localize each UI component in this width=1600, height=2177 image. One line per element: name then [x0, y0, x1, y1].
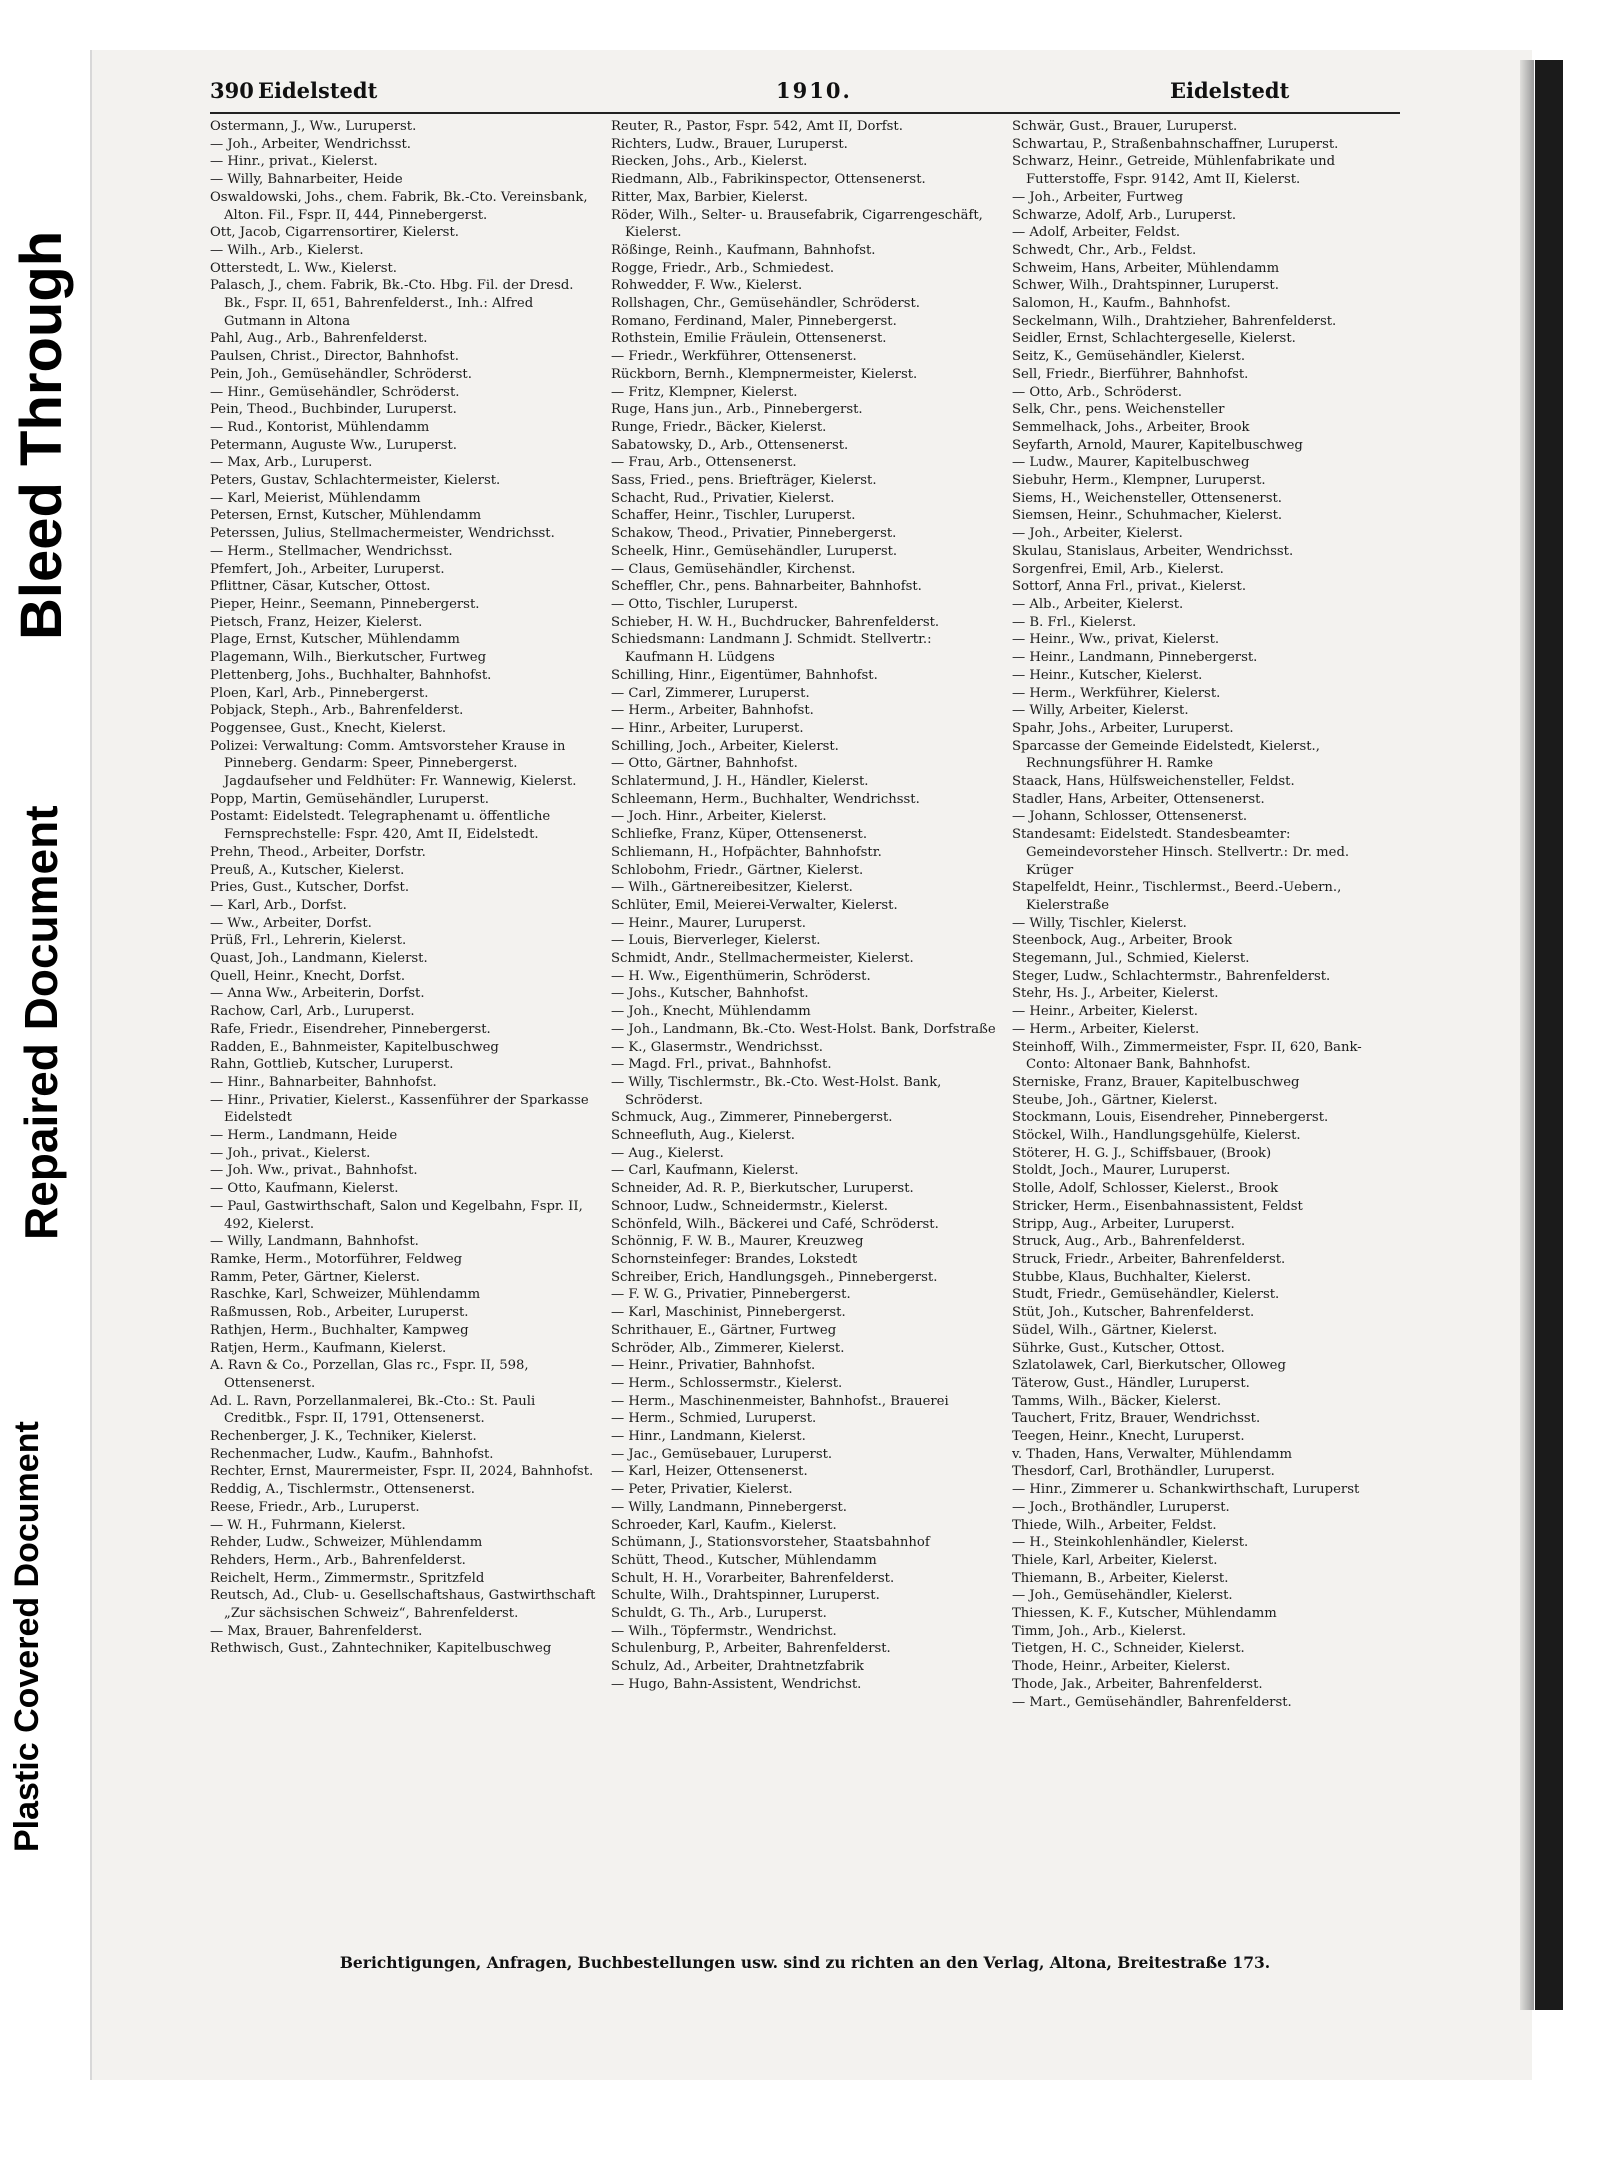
directory-entry: Stüt, Joh., Kutscher, Bahrenfelderst. — [1012, 1305, 1255, 1321]
directory-entry: — Heinr., Arbeiter, Kielerst. — [1012, 1004, 1198, 1020]
directory-entry: Salomon, H., Kaufm., Bahnhofst. — [1012, 296, 1231, 312]
directory-entry: Schönfeld, Wilh., Bäckerei und Café, Schröderst. — [611, 1216, 939, 1232]
directory-entry: — Herm., Werkführer, Kielerst. — [1012, 685, 1221, 701]
directory-entry: — W. H., Fuhrmann, Kielerst. — [210, 1517, 406, 1533]
directory-entry: Rogge, Friedr., Arb., Schmiedest. — [611, 260, 835, 276]
directory-entry: — Fritz, Klempner, Kielerst. — [611, 384, 798, 400]
directory-entry: — Max, Arb., Luruperst. — [210, 455, 373, 471]
directory-entry: Paulsen, Christ., Director, Bahnhofst. — [210, 349, 459, 365]
directory-entry: Rothstein, Emilie Fräulein, Ottensenerst. — [611, 331, 887, 347]
directory-entry: — Willy, Tischlermstr., Bk.-Cto. West-Holst. Bank, Schröderst. — [611, 1074, 942, 1108]
directory-entry: Schliefke, Franz, Küper, Ottensenerst. — [611, 827, 868, 843]
directory-entry: Radden, E., Bahnmeister, Kapitelbuschweg — [210, 1039, 499, 1055]
directory-entry: Rückborn, Bernh., Klempnermeister, Kielerst. — [611, 366, 918, 382]
directory-entry: Sottorf, Anna Frl., privat., Kielerst. — [1012, 579, 1247, 595]
directory-entry: Peters, Gustav, Schlachtermeister, Kielerst. — [210, 473, 501, 489]
directory-entry: Schulenburg, P., Arbeiter, Bahrenfelderst. — [611, 1641, 891, 1657]
directory-entry: — Carl, Kaufmann, Kielerst. — [611, 1163, 799, 1179]
directory-entry: Siemsen, Heinr., Schuhmacher, Kielerst. — [1012, 508, 1283, 524]
directory-entry: Szlatolawek, Carl, Bierkutscher, Olloweg — [1012, 1358, 1286, 1374]
directory-entry: — Mart., Gemüsehändler, Bahrenfelderst. — [1012, 1694, 1292, 1710]
directory-entry: Otterstedt, L. Ww., Kielerst. — [210, 260, 397, 276]
directory-entry: — Hinr., Privatier, Kielerst., Kassenführer der Sparkasse Eidelstedt — [210, 1092, 589, 1126]
directory-entry: Sührke, Gust., Kutscher, Ottost. — [1012, 1340, 1225, 1356]
side-labels — [0, 0, 80, 2177]
directory-entry: Schnoor, Ludw., Schneidermstr., Kielerst. — [611, 1198, 888, 1214]
directory-entry: Steger, Ludw., Schlachtermstr., Bahrenfelderst. — [1012, 968, 1331, 984]
directory-entry: Petersen, Ernst, Kutscher, Mühlendamm — [210, 508, 482, 524]
directory-entry: Plettenberg, Johs., Buchhalter, Bahnhofst. — [210, 667, 492, 683]
directory-entry: — Max, Brauer, Bahrenfelderst. — [210, 1623, 423, 1639]
directory-entry: Reutsch, Ad., Club- u. Gesellschaftshaus, Gastwirthschaft „Zur sächsischen Schweiz“, Bahrenfelderst. — [210, 1588, 596, 1622]
directory-entry: Schiedsmann: Landmann J. Schmidt. Stellvertr.: Kaufmann H. Lüdgens — [611, 632, 932, 666]
directory-entry: Schilling, Joch., Arbeiter, Kielerst. — [611, 738, 839, 754]
directory-entry: Ad. L. Ravn, Porzellanmalerei, Bk.-Cto.: St. Pauli Creditbk., Fspr. II, 1791, Ottensenerst. — [210, 1393, 536, 1427]
directory-entry: Tamms, Wilh., Bäcker, Kielerst. — [1012, 1393, 1222, 1409]
directory-entry: Seckelmann, Wilh., Drahtzieher, Bahrenfelderst. — [1012, 313, 1337, 329]
directory-entry: — Peter, Privatier, Kielerst. — [611, 1482, 793, 1498]
directory-entry: Prehn, Theod., Arbeiter, Dorfstr. — [210, 844, 426, 860]
directory-entry: Rathjen, Herm., Buchhalter, Kampweg — [210, 1322, 469, 1338]
directory-entry: — Heinr., Ww., privat, Kielerst. — [1012, 632, 1220, 648]
footer-note: Berichtigungen, Anfragen, Buchbestellungen usw. sind zu richten an den Verlag, Altona, Breitestraße 173. — [339, 1953, 1271, 1972]
directory-entry: Prüß, Frl., Lehrerin, Kielerst. — [210, 933, 407, 949]
directory-entry: — Anna Ww., Arbeiterin, Dorfst. — [210, 986, 425, 1002]
directory-entry: Seidler, Ernst, Schlachtergeselle, Kielerst. — [1012, 331, 1296, 347]
directory-entry: Rechter, Ernst, Maurermeister, Fspr. II, 2024, Bahnhofst. — [210, 1464, 594, 1480]
directory-entry: Rehders, Herm., Arb., Bahrenfelderst. — [210, 1552, 466, 1568]
directory-entry: — Herm., Arbeiter, Bahnhofst. — [611, 703, 814, 719]
directory-entry: Thesdorf, Carl, Brothändler, Luruperst. — [1012, 1464, 1275, 1480]
directory-entry: Schaffer, Heinr., Tischler, Luruperst. — [611, 508, 856, 524]
page-number: 390 — [210, 78, 254, 103]
directory-entry: Sass, Fried., pens. Briefträger, Kielerst. — [611, 473, 877, 489]
directory-entry: Stoldt, Joch., Maurer, Luruperst. — [1012, 1163, 1231, 1179]
directory-entry: Schlatermund, J. H., Händler, Kielerst. — [611, 774, 869, 790]
directory-entry: Polizei: Verwaltung: Comm. Amtsvorsteher Krause in Pinneberg. Gendarm: Speer, Pinnebergerst. Jagdaufseher und Feldhüter: Fr. Wannewig, Kielerst. — [210, 738, 577, 790]
directory-entry: Stöckel, Wilh., Handlungsgehülfe, Kielerst. — [1012, 1128, 1301, 1144]
directory-entry: Schlüter, Emil, Meierei-Verwalter, Kielerst. — [611, 897, 898, 913]
directory-entry: — Otto, Tischler, Luruperst. — [611, 596, 798, 612]
directory-entry: Struck, Aug., Arb., Bahrenfelderst. — [1012, 1234, 1246, 1250]
directory-entry: Schwedt, Chr., Arb., Feldst. — [1012, 242, 1197, 258]
directory-entry: Timm, Joh., Arb., Kielerst. — [1012, 1623, 1187, 1639]
directory-entry: — Hinr., privat., Kielerst. — [210, 154, 378, 170]
directory-entry: Thiessen, K. F., Kutscher, Mühlendamm — [1012, 1606, 1277, 1622]
directory-entry: Tietgen, H. C., Schneider, Kielerst. — [1012, 1641, 1245, 1657]
directory-entry: Schieber, H. W. H., Buchdrucker, Bahrenfelderst. — [611, 614, 940, 630]
directory-entry: — Hinr., Landmann, Kielerst. — [611, 1429, 806, 1445]
directory-entry: Thiele, Karl, Arbeiter, Kielerst. — [1012, 1552, 1218, 1568]
directory-entry: Pieper, Heinr., Seemann, Pinnebergerst. — [210, 596, 480, 612]
directory-entry: Stehr, Hs. J., Arbeiter, Kielerst. — [1012, 986, 1219, 1002]
directory-entry: — Joh., Landmann, Bk.-Cto. West-Holst. Bank, Dorfstraße — [611, 1021, 996, 1037]
directory-entry: — Carl, Zimmerer, Luruperst. — [611, 685, 810, 701]
directory-entry: Spahr, Johs., Arbeiter, Luruperst. — [1012, 720, 1234, 736]
directory-entry: Palasch, J., chem. Fabrik, Bk.-Cto. Hbg. Fil. der Dresd. Bk., Fspr. II, 651, Bahrenfelderst., Inh.: Alfred Gutmann in Altona — [210, 278, 574, 329]
directory-entry: — Hinr., Bahnarbeiter, Bahnhofst. — [210, 1074, 437, 1090]
directory-entry: — Ludw., Maurer, Kapitelbuschweg — [1012, 455, 1250, 471]
directory-entry: Schmidt, Andr., Stellmachermeister, Kielerst. — [611, 951, 914, 967]
directory-entry: Standesamt: Eidelstedt. Standesbeamter: Gemeindevorsteher Hinsch. Stellvertr.: Dr. med. Krüger — [1012, 827, 1350, 878]
directory-entry: Rollshagen, Chr., Gemüsehändler, Schröderst. — [611, 296, 920, 312]
directory-entry: Thiede, Wilh., Arbeiter, Feldst. — [1012, 1517, 1217, 1533]
directory-entry: Steinhoff, Wilh., Zimmermeister, Fspr. II, 620, Bank-Conto: Altonaer Bank, Bahnhofst. — [1012, 1039, 1362, 1073]
directory-entry: — Joh. Ww., privat., Bahnhofst. — [210, 1163, 418, 1179]
directory-entry: Riedmann, Alb., Fabrikinspector, Ottensenerst. — [611, 172, 926, 188]
directory-entry: Selk, Chr., pens. Weichensteller — [1012, 402, 1225, 418]
directory-entry: Postamt: Eidelstedt. Telegraphenamt u. öffentliche Fernsprechstelle: Fspr. 420, Amt II, Eidelstedt. — [210, 809, 551, 843]
directory-entry: Preuß, A., Kutscher, Kielerst. — [210, 862, 405, 878]
page-edge-shadow — [1520, 60, 1534, 2010]
directory-entry: Stapelfeldt, Heinr., Tischlermst., Beerd.-Uebern., Kielerstraße — [1012, 880, 1342, 913]
directory-entry: Pflittner, Cäsar, Kutscher, Ottost. — [210, 579, 431, 595]
directory-entry: Schulte, Wilh., Drahtspinner, Luruperst. — [611, 1588, 880, 1604]
directory-entry: Pein, Joh., Gemüsehändler, Schröderst. — [210, 366, 472, 382]
directory-entry: — Adolf, Arbeiter, Feldst. — [1012, 225, 1181, 241]
directory-entry: Stöterer, H. G. J., Schiffsbauer, (Brook) — [1012, 1145, 1272, 1161]
directory-entry: Schwarze, Adolf, Arb., Luruperst. — [1012, 207, 1237, 223]
directory-entry: Schult, H. H., Vorarbeiter, Bahrenfelderst. — [611, 1570, 895, 1586]
column-right — [1012, 118, 1400, 1711]
directory-entry: — Hugo, Bahn-Assistent, Wendrichst. — [611, 1676, 862, 1692]
directory-entry: — Ww., Arbeiter, Dorfst. — [210, 915, 372, 931]
directory-entry: Ratjen, Herm., Kaufmann, Kielerst. — [210, 1340, 447, 1356]
directory-entry: Quast, Joh., Landmann, Kielerst. — [210, 951, 428, 967]
directory-entry: — Karl, Heizer, Ottensenerst. — [611, 1464, 808, 1480]
directory-entry: — Herm., Schmied, Luruperst. — [611, 1411, 817, 1427]
directory-entry: Stricker, Herm., Eisenbahnassistent, Feldst — [1012, 1198, 1303, 1214]
directory-entry: — B. Frl., Kielerst. — [1012, 614, 1137, 630]
directory-entry: — Frau, Arb., Ottensenerst. — [611, 455, 797, 471]
directory-entry: — Joh., Gemüsehändler, Kielerst. — [1012, 1588, 1233, 1604]
label-repaired-document: Repaired Document — [15, 805, 67, 1240]
directory-entry: — Willy, Arbeiter, Kielerst. — [1012, 703, 1189, 719]
directory-entry: — Herm., Schlossermstr., Kielerst. — [611, 1375, 843, 1391]
directory-entry: Scheelk, Hinr., Gemüsehändler, Luruperst. — [611, 543, 898, 559]
directory-entry: Ramm, Peter, Gärtner, Kielerst. — [210, 1269, 420, 1285]
directory-entry: Riecken, Johs., Arb., Kielerst. — [611, 154, 808, 170]
directory-entry: — Wilh., Gärtnereibesitzer, Kielerst. — [611, 880, 853, 896]
directory-entry: Semmelhack, Johs., Arbeiter, Brook — [1012, 419, 1250, 435]
directory-entry: — Joh., Arbeiter, Wendrichsst. — [210, 136, 411, 152]
directory-entry: Schneider, Ad. R. P., Bierkutscher, Luruperst. — [611, 1181, 914, 1197]
directory-entry: — Otto, Arb., Schröderst. — [1012, 384, 1182, 400]
directory-entry: Pobjack, Steph., Arb., Bahrenfelderst. — [210, 703, 464, 719]
directory-entry: Studt, Friedr., Gemüsehändler, Kielerst. — [1012, 1287, 1280, 1303]
directory-entry: — K., Glasermstr., Wendrichsst. — [611, 1039, 823, 1055]
directory-entry: Pries, Gust., Kutscher, Dorfst. — [210, 880, 410, 896]
directory-entry: — Wilh., Töpfermstr., Wendrichst. — [611, 1623, 837, 1639]
directory-entry: Schütt, Theod., Kutscher, Mühlendamm — [611, 1552, 877, 1568]
directory-entry: — Louis, Bierverleger, Kielerst. — [611, 933, 821, 949]
directory-entry: Sabatowsky, D., Arb., Ottensenerst. — [611, 437, 849, 453]
directory-entry: Schrithauer, E., Gärtner, Furtweg — [611, 1322, 837, 1338]
directory-entry: — Herm., Arbeiter, Kielerst. — [1012, 1021, 1200, 1037]
directory-entry: Plagemann, Wilh., Bierkutscher, Furtweg — [210, 650, 487, 666]
directory-entry: Schümann, J., Stationsvorsteher, Staatsbahnhof — [611, 1535, 930, 1551]
directory-entry: Sorgenfrei, Emil, Arb., Kielerst. — [1012, 561, 1224, 577]
directory-entry: — Hinr., Gemüsehändler, Schröderst. — [210, 384, 460, 400]
book-binding — [1535, 60, 1563, 2010]
directory-entry: Petermann, Auguste Ww., Luruperst. — [210, 437, 457, 453]
directory-entry: Quell, Heinr., Knecht, Dorfst. — [210, 968, 406, 984]
directory-entry: — Heinr., Maurer, Luruperst. — [611, 915, 806, 931]
directory-entry: — Wilh., Arb., Kielerst. — [210, 242, 364, 258]
directory-entry: — Johs., Kutscher, Bahnhofst. — [611, 986, 809, 1002]
directory-entry: Peterssen, Julius, Stellmachermeister, Wendrichsst. — [210, 526, 555, 542]
directory-entry: — Alb., Arbeiter, Kielerst. — [1012, 596, 1184, 612]
directory-entry: Steube, Joh., Gärtner, Kielerst. — [1012, 1092, 1218, 1108]
directory-entry: — Otto, Gärtner, Bahnhofst. — [611, 756, 798, 772]
directory-entry: Schuldt, G. Th., Arb., Luruperst. — [611, 1606, 827, 1622]
directory-entry: Stegemann, Jul., Schmied, Kielerst. — [1012, 951, 1250, 967]
directory-entry: Schneefluth, Aug., Kielerst. — [611, 1128, 795, 1144]
directory-entry: Pahl, Aug., Arb., Bahrenfelderst. — [210, 331, 428, 347]
directory-entry: — Karl, Meierist, Mühlendamm — [210, 490, 421, 506]
directory-entry: Romano, Ferdinand, Maler, Pinnebergerst. — [611, 313, 897, 329]
directory-entry: Siems, H., Weichensteller, Ottensenerst. — [1012, 490, 1282, 506]
directory-entry: Poggensee, Gust., Knecht, Kielerst. — [210, 720, 447, 736]
directory-entry: — Heinr., Kutscher, Kielerst. — [1012, 667, 1203, 683]
directory-entry: Schilling, Hinr., Eigentümer, Bahnhofst. — [611, 667, 878, 683]
directory-entry: — Magd. Frl., privat., Bahnhofst. — [611, 1057, 832, 1073]
directory-entry: — Herm., Landmann, Heide — [210, 1128, 398, 1144]
directory-entry: — Willy, Tischler, Kielerst. — [1012, 915, 1187, 931]
directory-entry: Sell, Friedr., Bierführer, Bahnhofst. — [1012, 366, 1249, 382]
directory-entry: — H., Steinkohlenhändler, Kielerst. — [1012, 1535, 1249, 1551]
directory-entry: Südel, Wilh., Gärtner, Kielerst. — [1012, 1322, 1218, 1338]
directory-entry: Seitz, K., Gemüsehändler, Kielerst. — [1012, 349, 1246, 365]
directory-entry: Seyfarth, Arnold, Maurer, Kapitelbuschweg — [1012, 437, 1303, 453]
directory-entry: Schlobohm, Friedr., Gärtner, Kielerst. — [611, 862, 864, 878]
directory-entry: Schwartau, P., Straßenbahnschaffner, Luruperst. — [1012, 136, 1339, 152]
directory-entry: Ruge, Hans jun., Arb., Pinnebergerst. — [611, 402, 863, 418]
directory-entry: Plage, Ernst, Kutscher, Mühlendamm — [210, 632, 460, 648]
directory-entry: — Aug., Kielerst. — [611, 1145, 724, 1161]
directory-entry: Schweim, Hans, Arbeiter, Mühlendamm — [1012, 260, 1280, 276]
directory-entry: Rechenmacher, Ludw., Kaufm., Bahnhofst. — [210, 1446, 494, 1462]
directory-entry: Reddig, A., Tischlermstr., Ottensenerst. — [210, 1482, 475, 1498]
directory-entry: Ploen, Karl, Arb., Pinnebergerst. — [210, 685, 429, 701]
directory-entry: Staack, Hans, Hülfsweichensteller, Feldst. — [1012, 774, 1295, 790]
directory-entry: Rohwedder, F. Ww., Kielerst. — [611, 278, 803, 294]
directory-entry: — Jac., Gemüsebauer, Luruperst. — [611, 1446, 833, 1462]
directory-entry: Ott, Jacob, Cigarrensortirer, Kielerst. — [210, 225, 459, 241]
directory-entry: — Joh., privat., Kielerst. — [210, 1145, 371, 1161]
directory-entry: Reese, Friedr., Arb., Luruperst. — [210, 1499, 420, 1515]
directory-page — [210, 78, 1400, 1993]
directory-entry: Thiemann, B., Arbeiter, Kielerst. — [1012, 1570, 1229, 1586]
label-plastic-covered-document: Plastic Covered Document — [8, 1421, 46, 1852]
directory-entry: Thode, Heinr., Arbeiter, Kielerst. — [1012, 1659, 1231, 1675]
directory-entry: Pietsch, Franz, Heizer, Kielerst. — [210, 614, 423, 630]
directory-entry: Rethwisch, Gust., Zahntechniker, Kapitelbuschweg — [210, 1641, 552, 1657]
directory-entry: Rößinge, Reinh., Kaufmann, Bahnhofst. — [611, 242, 876, 258]
header-place-left: Eidelstedt — [258, 78, 378, 103]
directory-entry: Popp, Martin, Gemüsehändler, Luruperst. — [210, 791, 489, 807]
directory-entry: Stripp, Aug., Arbeiter, Luruperst. — [1012, 1216, 1235, 1232]
directory-entry: — Joh., Arbeiter, Kielerst. — [1012, 526, 1183, 542]
directory-entry: Täterow, Gust., Händler, Luruperst. — [1012, 1375, 1250, 1391]
directory-entry: Schakow, Theod., Privatier, Pinnebergerst. — [611, 526, 897, 542]
directory-entry: Sterniske, Franz, Brauer, Kapitelbuschweg — [1012, 1074, 1300, 1090]
directory-entry: Raßmussen, Rob., Arbeiter, Luruperst. — [210, 1305, 469, 1321]
directory-entry: — Joh., Arbeiter, Furtweg — [1012, 189, 1184, 205]
directory-entry: — Heinr., Privatier, Bahnhofst. — [611, 1358, 816, 1374]
directory-entry: — Claus, Gemüsehändler, Kirchenst. — [611, 561, 856, 577]
directory-entry: Schwarz, Heinr., Getreide, Mühlenfabrikate und Futterstoffe, Fspr. 9142, Amt II, Kielerst. — [1012, 154, 1336, 188]
directory-entry: Scheffler, Chr., pens. Bahnarbeiter, Bahnhofst. — [611, 579, 922, 595]
directory-entry: Stubbe, Klaus, Buchhalter, Kielerst. — [1012, 1269, 1251, 1285]
directory-entry: — Karl, Arb., Dorfst. — [210, 897, 347, 913]
directory-entry: Rafe, Friedr., Eisendreher, Pinnebergerst. — [210, 1021, 491, 1037]
directory-entry: — Friedr., Werkführer, Ottensenerst. — [611, 349, 857, 365]
directory-entry: — Johann, Schlosser, Ottensenerst. — [1012, 809, 1248, 825]
directory-entry: Pfemfert, Joh., Arbeiter, Luruperst. — [210, 561, 445, 577]
directory-entry: — Willy, Landmann, Pinnebergerst. — [611, 1499, 847, 1515]
directory-entry: — H. Ww., Eigenthümerin, Schröderst. — [611, 968, 871, 984]
directory-entry: Struck, Friedr., Arbeiter, Bahrenfelderst. — [1012, 1252, 1286, 1267]
directory-entry: Schwär, Gust., Brauer, Luruperst. — [1012, 119, 1238, 134]
directory-entry: — Heinr., Landmann, Pinnebergerst. — [1012, 650, 1258, 666]
directory-entry: — Herm., Stellmacher, Wendrichsst. — [210, 543, 453, 559]
directory-entry: — F. W. G., Privatier, Pinnebergerst. — [611, 1287, 851, 1303]
directory-entry: — Hinr., Zimmerer u. Schankwirthschaft, Luruperst — [1012, 1482, 1360, 1498]
directory-entry: — Willy, Landmann, Bahnhofst. — [210, 1234, 419, 1250]
directory-entry: Reuter, R., Pastor, Fspr. 542, Amt II, Dorfst. — [611, 119, 903, 134]
directory-entry: Raschke, Karl, Schweizer, Mühlendamm — [210, 1287, 481, 1303]
directory-entry: Thode, Jak., Arbeiter, Bahrenfelderst. — [1012, 1676, 1263, 1692]
directory-entry: Teegen, Heinr., Knecht, Luruperst. — [1012, 1429, 1245, 1445]
directory-entry: Stadler, Hans, Arbeiter, Ottensenerst. — [1012, 791, 1265, 807]
page-header — [210, 78, 1400, 114]
directory-entry: Schreiber, Erich, Handlungsgeh., Pinnebergerst. — [611, 1269, 938, 1285]
directory-entry: v. Thaden, Hans, Verwalter, Mühlendamm — [1012, 1446, 1292, 1462]
directory-entry: Tauchert, Fritz, Brauer, Wendrichsst. — [1012, 1411, 1261, 1427]
directory-entry: Schroeder, Karl, Kaufm., Kielerst. — [611, 1517, 837, 1533]
directory-entry: — Otto, Kaufmann, Kielerst. — [210, 1181, 399, 1197]
label-bleed-through: Bleed Through — [9, 230, 74, 640]
directory-entry: Schulz, Ad., Arbeiter, Drahtnetzfabrik — [611, 1659, 864, 1675]
header-place-right: Eidelstedt — [1170, 78, 1290, 103]
directory-entry: — Hinr., Arbeiter, Luruperst. — [611, 720, 804, 736]
directory-entry: Oswaldowski, Johs., chem. Fabrik, Bk.-Cto. Vereinsbank, Alton. Fil., Fspr. II, 444, Pinnebergerst. — [210, 189, 588, 223]
directory-entry: Schröder, Alb., Zimmerer, Kielerst. — [611, 1340, 845, 1356]
directory-entry: Richters, Ludw., Brauer, Luruperst. — [611, 136, 848, 152]
directory-entry: Pein, Theod., Buchbinder, Luruperst. — [210, 402, 457, 418]
column-middle — [611, 118, 999, 1711]
directory-entry: — Karl, Maschinist, Pinnebergerst. — [611, 1305, 846, 1321]
directory-entry: Skulau, Stanislaus, Arbeiter, Wendrichsst. — [1012, 543, 1294, 559]
directory-entry: Rehder, Ludw., Schweizer, Mühlendamm — [210, 1535, 483, 1551]
directory-entry: Stolle, Adolf, Schlosser, Kielerst., Brook — [1012, 1181, 1279, 1197]
directory-entry: Schliemann, H., Hofpächter, Bahnhofstr. — [611, 844, 882, 860]
directory-entry: Rachow, Carl, Arb., Luruperst. — [210, 1004, 415, 1020]
directory-entry: Röder, Wilh., Selter- u. Brausefabrik, Cigarrengeschäft, Kielerst. — [611, 207, 983, 241]
directory-entry: — Herm., Maschinenmeister, Bahnhofst., Brauerei — [611, 1393, 949, 1409]
directory-entry: — Willy, Bahnarbeiter, Heide — [210, 172, 403, 188]
directory-entry: — Joh., Knecht, Mühlendamm — [611, 1004, 811, 1020]
header-year: 1910. — [776, 78, 852, 103]
directory-entry: Sparcasse der Gemeinde Eidelstedt, Kielerst., Rechnungsführer H. Ramke — [1012, 738, 1320, 772]
directory-entry: — Paul, Gastwirthschaft, Salon und Kegelbahn, Fspr. II, 492, Kielerst. — [210, 1198, 583, 1232]
directory-entry: Stockmann, Louis, Eisendreher, Pinnebergerst. — [1012, 1110, 1329, 1126]
directory-entry: Reichelt, Herm., Zimmermstr., Spritzfeld — [210, 1570, 485, 1586]
directory-entry: — Joch., Brothändler, Luruperst. — [1012, 1499, 1230, 1515]
directory-entry: Runge, Friedr., Bäcker, Kielerst. — [611, 419, 827, 435]
directory-entry: Ritter, Max, Barbier, Kielerst. — [611, 189, 808, 205]
directory-entry: Schmuck, Aug., Zimmerer, Pinnebergerst. — [611, 1110, 893, 1126]
columns — [210, 118, 1400, 1711]
directory-entry: Schornsteinfeger: Brandes, Lokstedt — [611, 1252, 858, 1267]
directory-entry: Schacht, Rud., Privatier, Kielerst. — [611, 490, 835, 506]
directory-entry: Rahn, Gottlieb, Kutscher, Luruperst. — [210, 1057, 454, 1073]
directory-entry: Schleemann, Herm., Buchhalter, Wendrichsst. — [611, 791, 920, 807]
column-left — [210, 118, 598, 1711]
directory-entry: Rechenberger, J. K., Techniker, Kielerst. — [210, 1429, 477, 1445]
directory-entry: Schönnig, F. W. B., Maurer, Kreuzweg — [611, 1234, 864, 1250]
directory-entry: Ostermann, J., Ww., Luruperst. — [210, 119, 417, 134]
directory-entry: Schwer, Wilh., Drahtspinner, Luruperst. — [1012, 278, 1279, 294]
directory-entry: Steenbock, Aug., Arbeiter, Brook — [1012, 933, 1233, 949]
directory-entry: Siebuhr, Herm., Klempner, Luruperst. — [1012, 473, 1266, 489]
directory-entry: A. Ravn & Co., Porzellan, Glas rc., Fspr. II, 598, Ottensenerst. — [210, 1358, 529, 1391]
directory-entry: — Rud., Kontorist, Mühlendamm — [210, 419, 430, 435]
directory-entry: Ramke, Herm., Motorführer, Feldweg — [210, 1252, 463, 1267]
directory-entry: — Joch. Hinr., Arbeiter, Kielerst. — [611, 809, 827, 825]
